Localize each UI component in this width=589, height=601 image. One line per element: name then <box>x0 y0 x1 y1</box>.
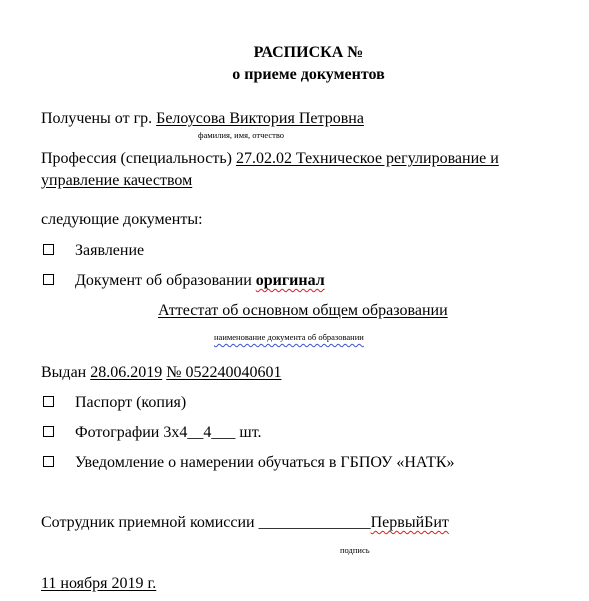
issued-line <box>41 364 282 382</box>
edu-doc-name: Аттестат об основном общем образовании <box>158 302 448 319</box>
photos-unit: шт. <box>235 424 262 441</box>
checkbox-application[interactable] <box>43 244 54 255</box>
edu-doc-caption: наименование документа об образовании <box>214 332 364 342</box>
edu-doc-kind: оригинал <box>255 272 325 289</box>
checkbox-edu-doc[interactable] <box>43 274 54 285</box>
signer-name: ПервыйБит <box>370 514 449 531</box>
document-subtitle: о приеме документов <box>232 66 385 83</box>
photos-label: Фотографии 3х4 <box>75 424 188 441</box>
signer-label: Сотрудник приемной комиссии <box>41 514 259 531</box>
item-application: Заявление <box>75 242 145 259</box>
item-photos <box>75 424 261 442</box>
docs-intro: следующие документы: <box>41 211 203 228</box>
received-label: Получены от гр. <box>41 110 157 127</box>
checkbox-notice[interactable] <box>43 456 54 467</box>
signature-blank: ______________ <box>258 514 371 531</box>
issued-number: 052240040601 <box>181 364 282 381</box>
checkbox-passport[interactable] <box>43 396 54 407</box>
profession-value: 27.02.02 Техническое регулирование и <box>235 150 499 167</box>
signer-line <box>41 514 449 532</box>
item-passport: Паспорт (копия) <box>75 394 187 411</box>
profession-value-cont: управление качеством <box>41 172 193 189</box>
item-notice: Уведомление о намерении обучаться в ГБПОУ «НАТК» <box>75 454 455 471</box>
item-edu-doc <box>75 272 325 290</box>
issued-date: 28.06.2019 <box>90 364 163 381</box>
edu-doc-label: Документ об образовании <box>75 272 256 289</box>
name-caption: фамилия, имя, отчество <box>198 130 285 140</box>
receipt-date: 11 ноября 2019 г. <box>41 575 157 592</box>
checkbox-photos[interactable] <box>43 426 54 437</box>
document-title: РАСПИСКА № <box>253 44 364 61</box>
received-name: Белоусова Виктория Петровна <box>156 110 364 127</box>
received-from-line <box>41 110 364 128</box>
profession-line <box>41 150 499 168</box>
issued-label: Выдан <box>41 364 91 381</box>
profession-label: Профессия (специальность) <box>41 150 236 167</box>
signature-caption: подпись <box>340 545 370 555</box>
number-sign: № <box>166 364 182 381</box>
photos-count: __4___ <box>187 424 236 441</box>
